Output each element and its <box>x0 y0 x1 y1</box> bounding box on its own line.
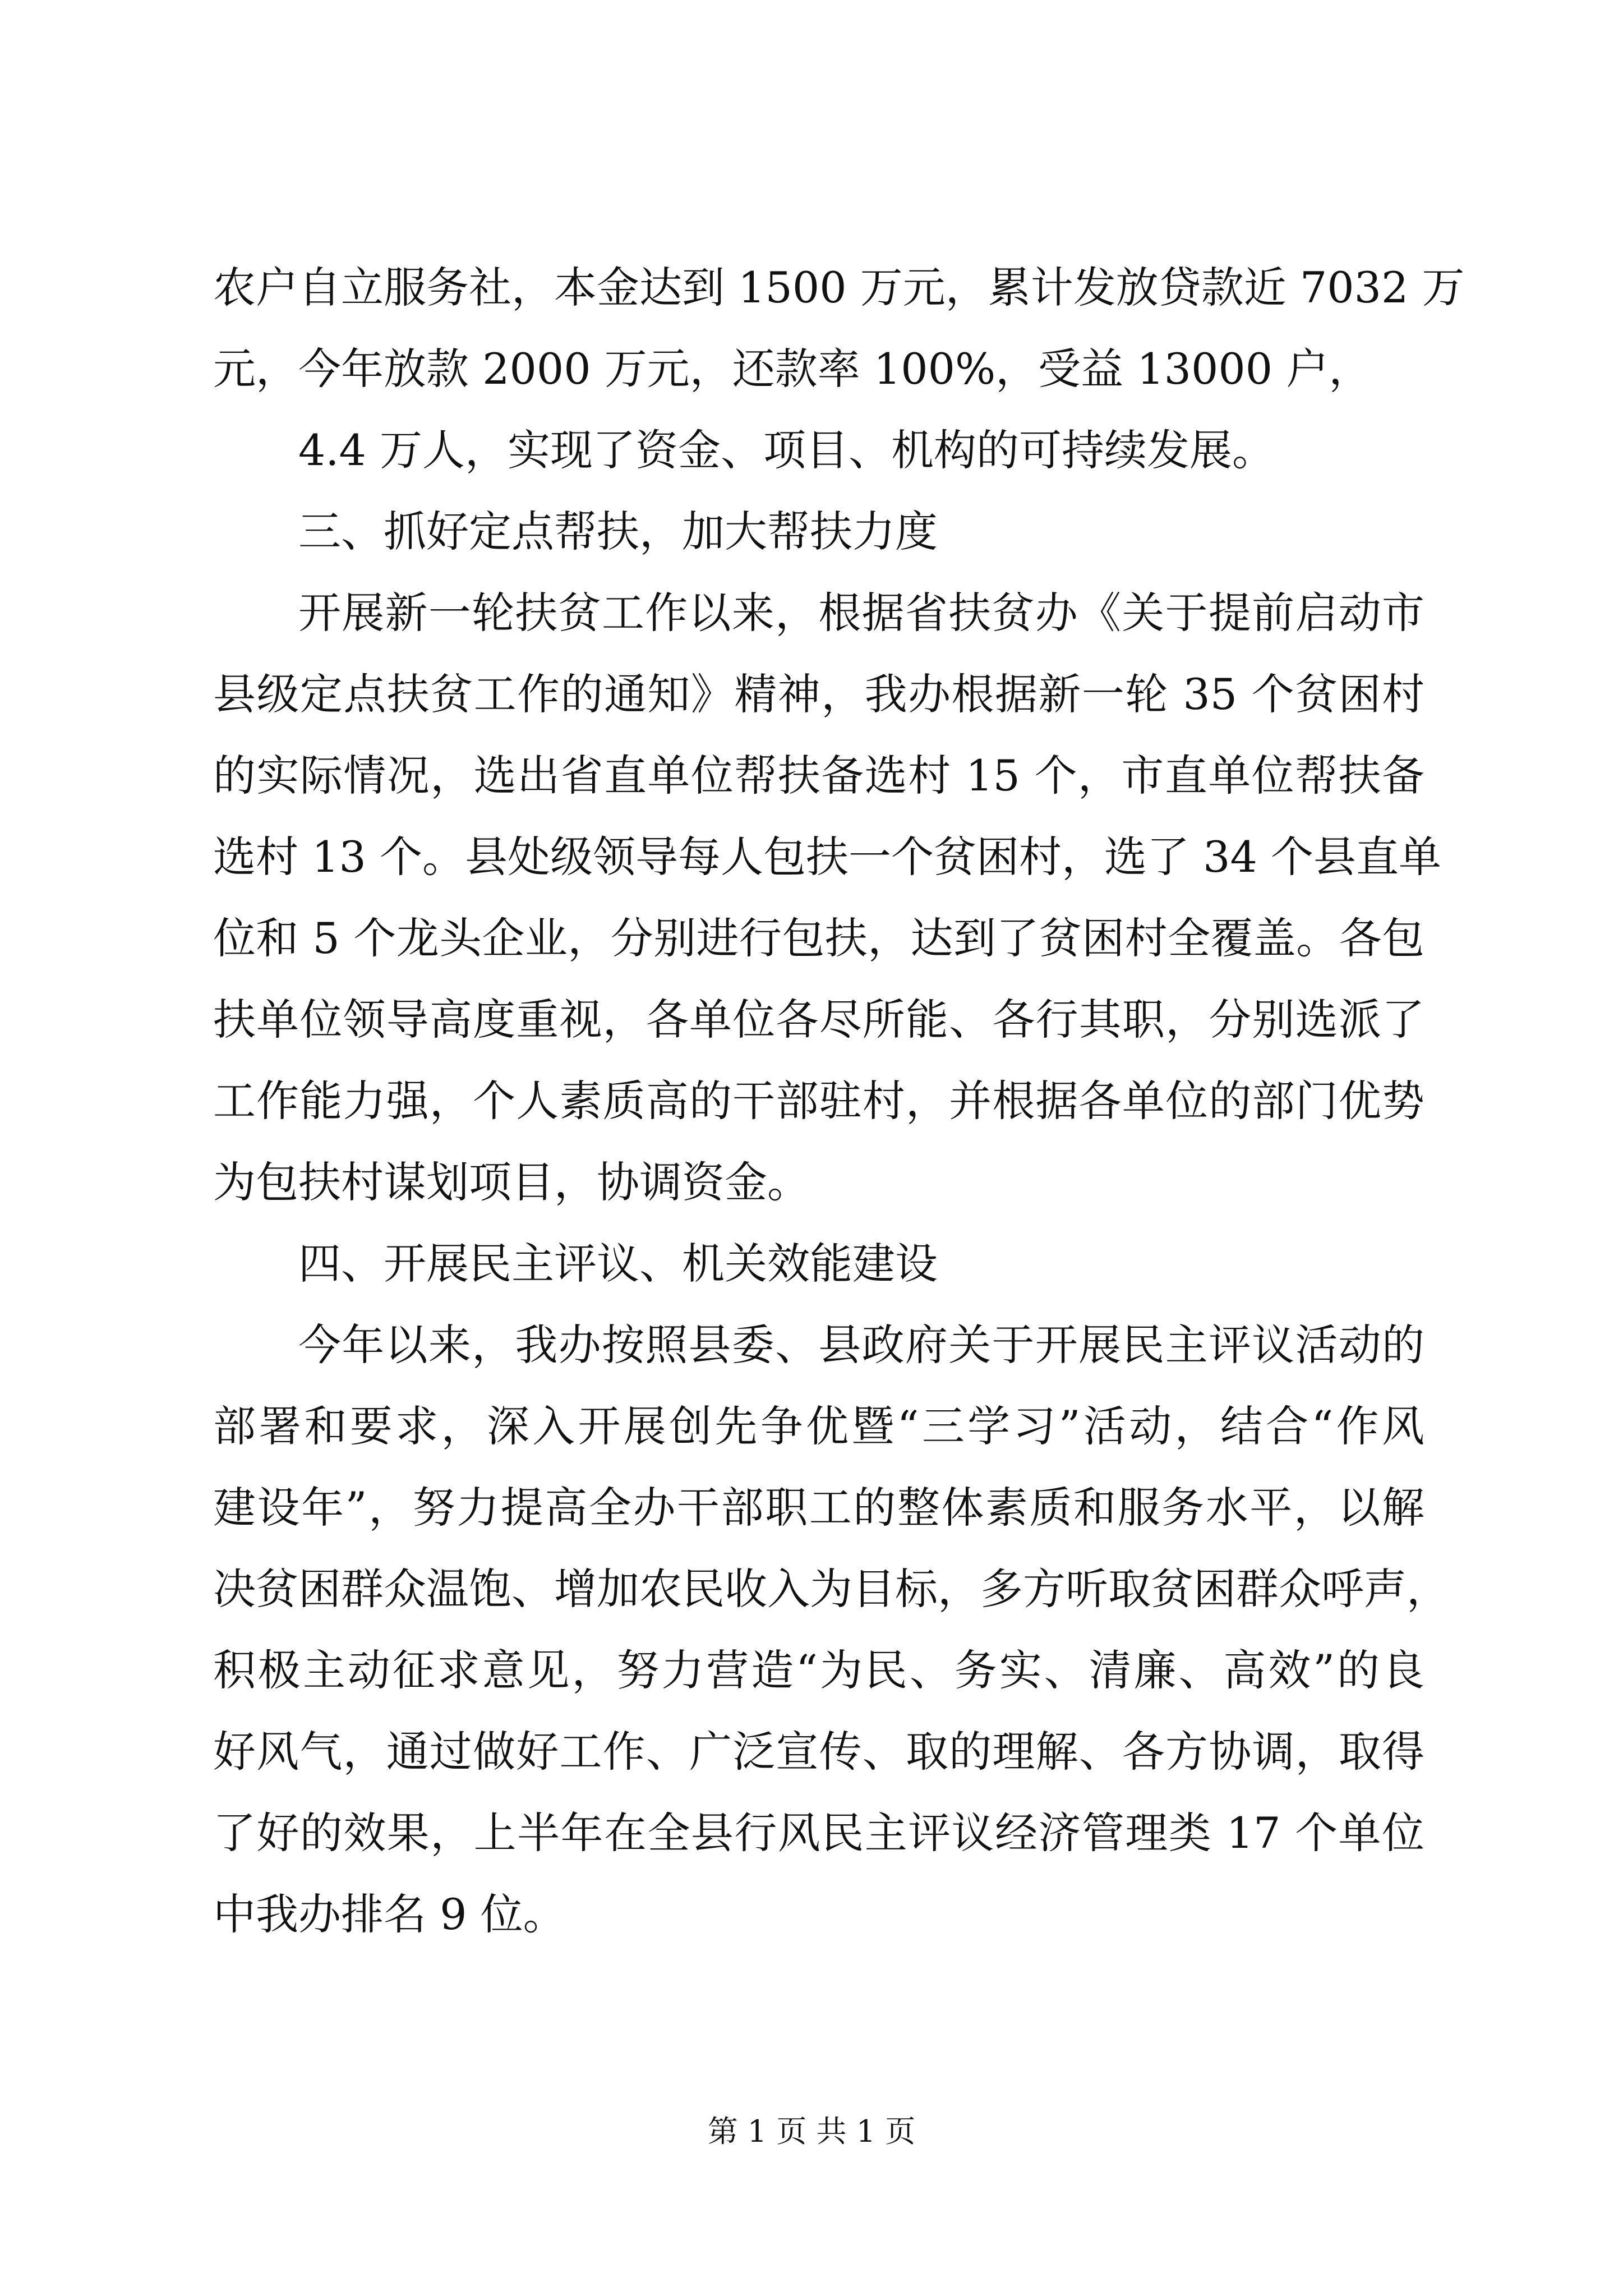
text-line: 县级定点扶贫工作的通知》精神，我办根据新一轮 35 个贫困村 <box>213 669 1424 719</box>
text-line: 三、抓好定点帮扶，加大帮扶力度 <box>298 507 938 556</box>
text-line: 了好的效果，上半年在全县行风民主评议经济管理类 17 个单位 <box>213 1808 1424 1858</box>
text-line: 农户自立服务社，本金达到 1500 万元，累计发放贷款近 7032 万 <box>213 263 1465 312</box>
text-line: 开展新一轮扶贫工作以来，根据省扶贫办《关于提前启动市 <box>298 588 1424 638</box>
text-line: 决贫困群众温饱、增加农民收入为目标，多方听取贫困群众呼声， <box>213 1564 1449 1614</box>
text-line: 好风气，通过做好工作、广泛宣传、取的理解、各方协调，取得 <box>213 1727 1424 1777</box>
text-line: 四、开展民主评议、机关效能建设 <box>298 1239 938 1289</box>
text-line: 中我办排名 9 位。 <box>213 1889 566 1939</box>
text-line: 部署和要求，深入开展创先争优暨“三学习”活动，结合“作风 <box>213 1401 1424 1451</box>
text-line: 积极主动征求意见，努力营造“为民、务实、清廉、高效”的良 <box>213 1645 1424 1695</box>
text-line: 位和 5 个龙头企业，分别进行包扶，达到了贫困村全覆盖。各包 <box>213 913 1424 963</box>
text-line: 为包扶村谋划项目，协调资金。 <box>213 1157 810 1207</box>
text-line: 的实际情况，选出省直单位帮扶备选村 15 个，市直单位帮扶备 <box>213 751 1424 800</box>
page-footer: 第 1 页 共 1 页 <box>707 2114 916 2149</box>
text-line: 今年以来，我办按照县委、县政府关于开展民主评议活动的 <box>298 1320 1424 1370</box>
text-line: 工作能力强，个人素质高的干部驻村，并根据各单位的部门优势 <box>213 1076 1424 1126</box>
text-line: 扶单位领导高度重视，各单位各尽所能、各行其职，分别选派了 <box>213 995 1424 1045</box>
text-line: 选村 13 个。县处级领导每人包扶一个贫困村，选了 34 个县直单 <box>213 832 1442 882</box>
text-line: 元，今年放款 2000 万元，还款率 100%，受益 13000 户， <box>213 344 1372 394</box>
text-line: 建设年”，努力提高全办干部职工的整体素质和服务水平，以解 <box>213 1483 1424 1533</box>
text-line: 4.4 万人，实现了资金、项目、机构的可持续发展。 <box>298 425 1275 475</box>
document-body <box>213 247 1465 1955</box>
